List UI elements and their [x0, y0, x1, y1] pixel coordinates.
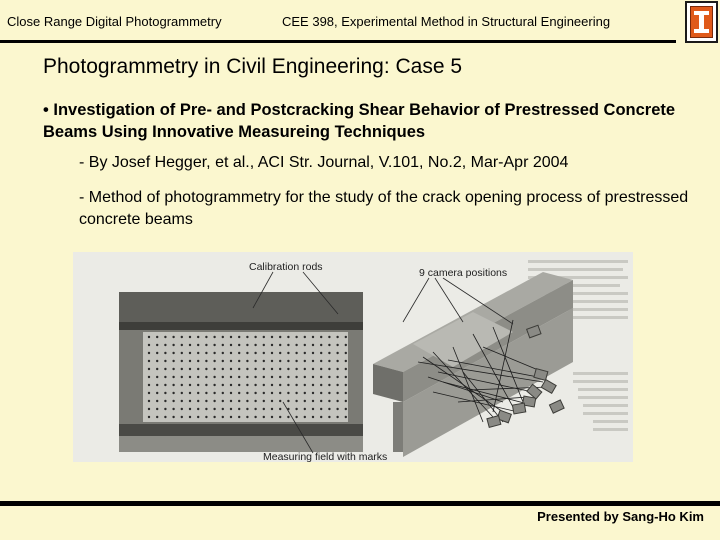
university-block-i-logo: [685, 1, 718, 43]
photogrammetry-setup-figure: [73, 252, 633, 462]
header-divider: [0, 40, 676, 43]
footer-presenter: Presented by Sang-Ho Kim: [537, 509, 704, 524]
header-course-topic: Close Range Digital Photogrammetry: [7, 14, 222, 29]
main-bullet: • Investigation of Pre- and Postcracking Shear Behavior of Prestressed Concrete Beams Using Innovative Measureing Techniques: [43, 101, 676, 141]
sub-bullet-reference: - By Josef Hegger, et al., ACI Str. Journal, V.101, No.2, Mar-Apr 2004: [79, 154, 569, 171]
sub-bullet-method: - Method of photogrammetry for the study of the crack opening process of prestressed concrete beams: [79, 189, 689, 228]
label-calibration-rods: Calibration rods: [249, 261, 323, 273]
logo-i-icon: [690, 6, 713, 38]
label-measuring-field: Measuring field with marks: [263, 451, 388, 462]
slide-title: Photogrammetry in Civil Engineering: Case 5: [43, 55, 463, 78]
header-course-title: CEE 398, Experimental Method in Structural Engineering: [282, 14, 611, 29]
beam-photo: [119, 292, 363, 452]
label-camera-positions: 9 camera positions: [419, 267, 508, 279]
footer-divider: [0, 501, 720, 506]
